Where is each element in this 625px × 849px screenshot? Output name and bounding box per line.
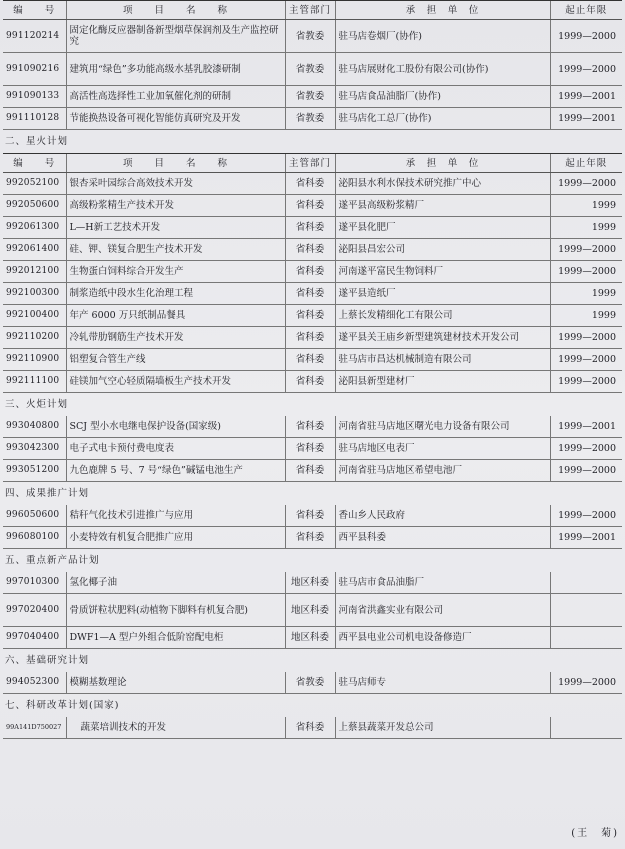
section-title <box>3 393 622 417</box>
cell-years: 1999 <box>550 283 622 305</box>
cell-name: 小麦特效有机复合肥推广应用 <box>66 527 285 549</box>
cell-dept: 省教委 <box>285 20 335 53</box>
cell-years: 1999—2000 <box>550 327 622 349</box>
cell-name: 蔬菜培训技术的开发 <box>66 717 285 739</box>
cell-unit: 泌阳县新型建材厂 <box>335 371 550 393</box>
table-header <box>3 1 622 20</box>
cell-unit: 河南省驻马店地区曙光电力设备有限公司 <box>335 416 550 438</box>
cell-code: 992061400 <box>3 239 66 261</box>
cell-dept: 地区科委 <box>285 627 335 649</box>
cell-name: 高活性高选择性工业加氧催化剂的研制 <box>66 86 285 108</box>
cell-unit: 驻马店化工总厂(协作) <box>335 108 550 130</box>
table-row <box>3 195 622 217</box>
cell-years: 1999—2001 <box>550 527 622 549</box>
table-row <box>3 371 622 393</box>
cell-code: 992110200 <box>3 327 66 349</box>
cell-unit: 驻马店展财化工股份有限公司(协作) <box>335 53 550 86</box>
cell-code: 992061300 <box>3 217 66 239</box>
section-title <box>3 694 622 718</box>
cell-unit: 驻马店地区电表厂 <box>335 438 550 460</box>
cell-years: 1999 <box>550 217 622 239</box>
cell-code: 993040800 <box>3 416 66 438</box>
cell-code: 992100400 <box>3 305 66 327</box>
cell-code: 996050600 <box>3 505 66 527</box>
cell-unit: 西平县科委 <box>335 527 550 549</box>
cell-unit: 遂平县关王庙乡新型建筑建材技术开发公司 <box>335 327 550 349</box>
table-row <box>3 717 622 739</box>
section-new-products-plan: 五、重点新产品计划 <box>5 555 100 566</box>
cell-years: 1999—2000 <box>550 371 622 393</box>
cell-unit: 驻马店师专 <box>335 672 550 694</box>
cell-dept: 省科委 <box>285 283 335 305</box>
table-row <box>3 572 622 594</box>
cell-years <box>550 717 622 739</box>
cell-name: 节能换热设备可视化智能仿真研究及开发 <box>66 108 285 130</box>
section-title <box>3 482 622 506</box>
cell-years: 1999—2000 <box>550 53 622 86</box>
cell-code: 99A141D750027 <box>3 717 66 739</box>
cell-years <box>550 572 622 594</box>
cell-unit: 香山乡人民政府 <box>335 505 550 527</box>
table-row <box>3 283 622 305</box>
cell-dept: 省科委 <box>285 327 335 349</box>
cell-code: 992111100 <box>3 371 66 393</box>
cell-name: L—H新工艺技术开发 <box>66 217 285 239</box>
cell-name: DWF1—A 型户外组合低阶窑配电柜 <box>66 627 285 649</box>
table-row <box>3 438 622 460</box>
cell-years: 1999—2000 <box>550 20 622 53</box>
header-unit: 承 担 单 位 <box>335 154 550 173</box>
table-row <box>3 627 622 649</box>
cell-unit: 遂平县造纸厂 <box>335 283 550 305</box>
cell-code: 992012100 <box>3 261 66 283</box>
cell-dept: 省教委 <box>285 108 335 130</box>
table-row <box>3 305 622 327</box>
cell-name: 制浆造纸中段水生化治理工程 <box>66 283 285 305</box>
cell-dept: 地区科委 <box>285 572 335 594</box>
cell-dept: 省科委 <box>285 438 335 460</box>
table-row <box>3 108 622 130</box>
cell-unit: 驻马店卷烟厂(协作) <box>335 20 550 53</box>
cell-name: 电子式电卡预付费电度表 <box>66 438 285 460</box>
cell-name: 固定化酶反应器制备新型烟草保润剂及生产监控研究 <box>66 20 285 53</box>
cell-dept: 省教委 <box>285 672 335 694</box>
cell-unit: 驻马店市昌达机械制造有限公司 <box>335 349 550 371</box>
cell-unit: 河南省洪鑫实业有限公司 <box>335 594 550 627</box>
cell-name: 冷轧带肋钢筋生产技术开发 <box>66 327 285 349</box>
cell-code: 991110128 <box>3 108 66 130</box>
cell-years: 1999—2000 <box>550 261 622 283</box>
cell-dept: 省科委 <box>285 505 335 527</box>
cell-years <box>550 627 622 649</box>
cell-years: 1999 <box>550 195 622 217</box>
cell-years: 1999—2000 <box>550 349 622 371</box>
cell-code: 997020400 <box>3 594 66 627</box>
author-signature: (王 菊) <box>571 828 619 839</box>
header-dept: 主管部门 <box>285 1 335 20</box>
cell-years: 1999—2000 <box>550 173 622 195</box>
table-row <box>3 672 622 694</box>
table-row <box>3 505 622 527</box>
cell-years: 1999 <box>550 305 622 327</box>
cell-unit: 河南遂平富民生物饲料厂 <box>335 261 550 283</box>
header-unit: 承 担 单 位 <box>335 1 550 20</box>
cell-years: 1999—2000 <box>550 438 622 460</box>
cell-name: SCJ 型小水电继电保护设备(国家级) <box>66 416 285 438</box>
cell-name: 高级粉浆精生产技术开发 <box>66 195 285 217</box>
table-row <box>3 217 622 239</box>
header-dept: 主管部门 <box>285 154 335 173</box>
project-table <box>3 0 622 739</box>
cell-name: 模糊基数理论 <box>66 672 285 694</box>
cell-unit: 驻马店市食品油脂厂 <box>335 572 550 594</box>
section-title <box>3 130 622 154</box>
table-row <box>3 349 622 371</box>
header-code: 编 号 <box>3 1 66 20</box>
section-research-reform-plan: 七、科研改革计划(国家) <box>5 700 120 711</box>
cell-name: 年产 6000 万只纸制品餐具 <box>66 305 285 327</box>
cell-name: 硅镁加气空心轻质隔墙板生产技术开发 <box>66 371 285 393</box>
cell-name: 氢化椰子油 <box>66 572 285 594</box>
cell-name: 九色鹿牌 5 号、7 号“绿色”碱锰电池生产 <box>66 460 285 482</box>
cell-name: 建筑用“绿色”多功能高级水基乳胶漆研制 <box>66 53 285 86</box>
cell-code: 992052100 <box>3 173 66 195</box>
cell-code: 992050600 <box>3 195 66 217</box>
table-row <box>3 460 622 482</box>
cell-years: 1999—2000 <box>550 239 622 261</box>
cell-unit: 上蔡县蔬菜开发总公司 <box>335 717 550 739</box>
cell-dept: 省教委 <box>285 53 335 86</box>
header-name: 项 目 名 称 <box>66 1 285 20</box>
table-row <box>3 86 622 108</box>
section-spark-plan: 二、星火计划 <box>5 136 69 147</box>
section-results-promotion-plan: 四、成果推广计划 <box>5 488 90 499</box>
table-row <box>3 527 622 549</box>
table-row <box>3 261 622 283</box>
cell-dept: 地区科委 <box>285 594 335 627</box>
cell-unit: 西平县电业公司机电设备修造厂 <box>335 627 550 649</box>
cell-code: 991090216 <box>3 53 66 86</box>
cell-dept: 省教委 <box>285 86 335 108</box>
cell-unit: 河南省驻马店地区希望电池厂 <box>335 460 550 482</box>
cell-years <box>550 594 622 627</box>
cell-years: 1999—2000 <box>550 672 622 694</box>
cell-years: 1999—2001 <box>550 108 622 130</box>
cell-dept: 省科委 <box>285 349 335 371</box>
table-row <box>3 416 622 438</box>
table-row <box>3 20 622 53</box>
cell-dept: 省科委 <box>285 416 335 438</box>
cell-dept: 省科委 <box>285 173 335 195</box>
cell-unit: 泌阳县水利水保技术研究推广中心 <box>335 173 550 195</box>
cell-name: 生物蛋白饲料综合开发生产 <box>66 261 285 283</box>
cell-code: 992100300 <box>3 283 66 305</box>
table-row <box>3 594 622 627</box>
header-years: 起止年限 <box>550 154 622 173</box>
cell-code: 994052300 <box>3 672 66 694</box>
cell-dept: 省科委 <box>285 261 335 283</box>
header-code: 编 号 <box>3 154 66 173</box>
section-torch-plan: 三、火炬计划 <box>5 399 69 410</box>
section-title <box>3 549 622 573</box>
cell-code: 997010300 <box>3 572 66 594</box>
cell-dept: 省科委 <box>285 371 335 393</box>
cell-dept: 省科委 <box>285 460 335 482</box>
cell-code: 991120214 <box>3 20 66 53</box>
cell-name: 秸秆气化技术引进推广与应用 <box>66 505 285 527</box>
cell-dept: 省科委 <box>285 217 335 239</box>
table-header <box>3 154 622 173</box>
cell-dept: 省科委 <box>285 527 335 549</box>
table-row <box>3 173 622 195</box>
cell-code: 992110900 <box>3 349 66 371</box>
cell-dept: 省科委 <box>285 717 335 739</box>
cell-unit: 驻马店食品油脂厂(协作) <box>335 86 550 108</box>
cell-code: 993051200 <box>3 460 66 482</box>
table-row <box>3 239 622 261</box>
cell-years: 1999—2001 <box>550 416 622 438</box>
cell-code: 991090133 <box>3 86 66 108</box>
cell-name: 铝塑复合管生产线 <box>66 349 285 371</box>
cell-unit: 遂平县化肥厂 <box>335 217 550 239</box>
cell-years: 1999—2001 <box>550 86 622 108</box>
cell-name: 硅、钾、镁复合肥生产技术开发 <box>66 239 285 261</box>
cell-unit: 上蔡长发精细化工有限公司 <box>335 305 550 327</box>
cell-code: 996080100 <box>3 527 66 549</box>
cell-unit: 泌阳县昌宏公司 <box>335 239 550 261</box>
cell-unit: 遂平县高级粉浆精厂 <box>335 195 550 217</box>
header-years: 起止年限 <box>550 1 622 20</box>
table-row <box>3 53 622 86</box>
cell-years: 1999—2000 <box>550 460 622 482</box>
cell-dept: 省科委 <box>285 305 335 327</box>
header-name: 项 目 名 称 <box>66 154 285 173</box>
cell-code: 997040400 <box>3 627 66 649</box>
section-basic-research-plan: 六、基础研究计划 <box>5 655 90 666</box>
cell-dept: 省科委 <box>285 195 335 217</box>
cell-name: 银杏采叶园综合高效技术开发 <box>66 173 285 195</box>
cell-code: 993042300 <box>3 438 66 460</box>
section-title <box>3 649 622 673</box>
cell-years: 1999—2000 <box>550 505 622 527</box>
table-row <box>3 327 622 349</box>
cell-name: 骨质饼粒状肥料(动植物下脚料有机复合肥) <box>66 594 285 627</box>
cell-dept: 省科委 <box>285 239 335 261</box>
